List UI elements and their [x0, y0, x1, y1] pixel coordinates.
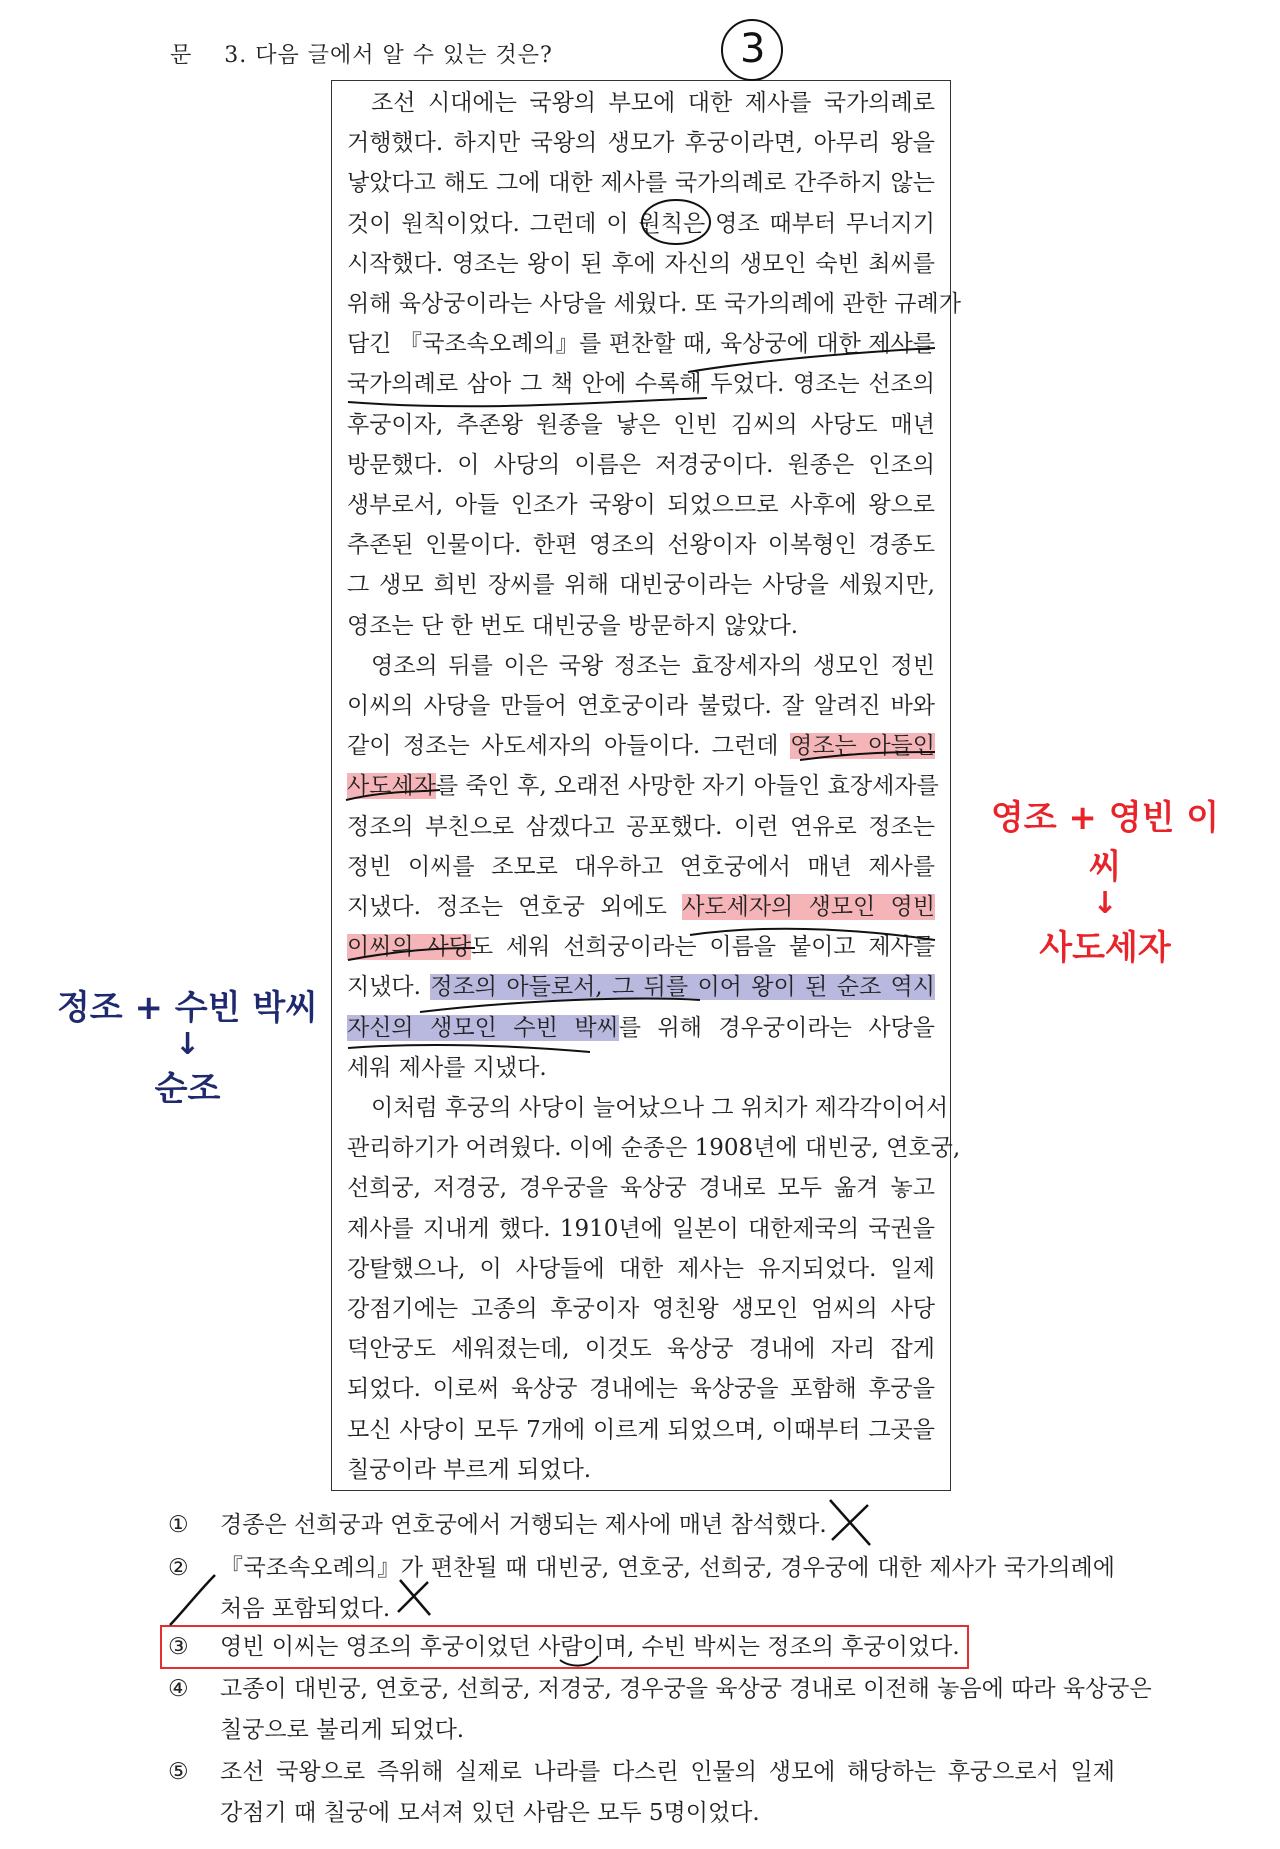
- arrow-down-icon: ↓: [1092, 886, 1118, 921]
- choice-text: 칠궁으로 불리게 되었다.: [220, 1717, 465, 1743]
- passage-line: 이씨의 사당을 만들어 연호궁이라 불렀다. 잘 알려진 바와: [347, 693, 935, 719]
- passage-line: 영조는 단 한 번도 대빈궁을 방문하지 않았다.: [347, 612, 799, 639]
- choice-number: ④: [168, 1676, 189, 1702]
- passage-line: 사도세자를 죽인 후, 오래전 사망한 자기 아들인 효장세자를: [347, 773, 939, 800]
- passage-line: 것이 원칙이었다. 그런데 이 원칙은 영조 때부터 무너지기: [347, 210, 935, 237]
- choice-number: ①: [168, 1512, 189, 1538]
- underline: [690, 929, 935, 940]
- choice-number: ⑤: [168, 1759, 189, 1785]
- underline: [348, 398, 707, 406]
- passage-line: 되었다. 이로써 육상궁 경내에는 육상궁을 포함해 후궁을: [347, 1376, 935, 1403]
- underline: [348, 948, 475, 960]
- underline: [560, 1656, 598, 1666]
- underline: [420, 999, 700, 1013]
- choice-text: 고종이 대빈궁, 연호궁, 선희궁, 저경궁, 경우궁을 육상궁 경내로 이전해 놓음에 따라 육상궁은: [220, 1676, 1152, 1702]
- passage-line: 조선 시대에는 국왕의 부모에 대한 제사를 국가의례로: [371, 90, 935, 116]
- highlight: 영조는 아들인: [790, 733, 935, 760]
- cross-mark: [398, 1580, 430, 1615]
- highlight: 사도세자의 생모인 영빈: [682, 894, 935, 920]
- passage-line: 덕안궁도 세워졌는데, 이것도 육상궁 경내에 자리 잡게: [347, 1336, 935, 1363]
- passage-line: 시작했다. 영조는 왕이 된 후에 자신의 생모인 숙빈 최씨를: [347, 250, 935, 277]
- underline: [688, 348, 935, 372]
- passage-line: 추존된 인물이다. 한편 영조의 선왕이자 이복형인 경종도: [347, 532, 935, 559]
- passage-line: 같이 정조는 사도세자의 아들이다. 그런데 영조는 아들인: [347, 733, 935, 760]
- underline: [348, 1045, 590, 1052]
- highlight: 자신의 생모인 수빈 박씨: [347, 1014, 619, 1041]
- passage-line: 자신의 생모인 수빈 박씨를 위해 경우궁이라는 사당을: [347, 1014, 935, 1041]
- handwritten-answer: 3: [740, 26, 766, 72]
- question-prefix: 문: [170, 43, 193, 68]
- passage-line: 지냈다. 정조의 아들로서, 그 뒤를 이어 왕이 된 순조 역시: [347, 974, 935, 1001]
- passage-line: 제사를 지내게 했다. 1910년에 일본이 대한제국의 국권을: [347, 1215, 935, 1242]
- passage-line: 이처럼 후궁의 사당이 늘어났으나 그 위치가 제각각이어서: [371, 1095, 949, 1121]
- choice-number: ②: [168, 1555, 189, 1581]
- annotation-right-top: 영조 + 영빈 이씨: [990, 798, 1220, 887]
- passage-line: 국가의례로 삼아 그 책 안에 수록해 두었다. 영조는 선조의: [347, 371, 935, 398]
- passage-line: 강점기에는 고종의 후궁이자 영친왕 생모인 엄씨의 사당: [347, 1296, 935, 1322]
- choice-text: 강점기 때 칠궁에 모셔져 있던 사람은 모두 5명이었다.: [220, 1800, 760, 1826]
- passage-line: 관리하기가 어려웠다. 이에 순종은 1908년에 대빈궁, 연호궁,: [347, 1135, 961, 1162]
- passage-line: 위해 육상궁이라는 사당을 세웠다. 또 국가의례에 관한 규례가: [347, 291, 961, 317]
- passage-line: 지냈다. 정조는 연호궁 외에도 사도세자의 생모인 영빈: [347, 894, 935, 920]
- answer-circle: [722, 20, 782, 80]
- choice-text: 영빈 이씨는 영조의 후궁이었던 사람이며, 수빈 박씨는 정조의 후궁이었다.: [220, 1634, 960, 1660]
- passage-line: 거행했다. 하지만 국왕의 생모가 후궁이라면, 아무리 왕을: [347, 130, 935, 157]
- passage-line: 칠궁이라 부르게 되었다.: [347, 1456, 592, 1483]
- passage-line: 선희궁, 저경궁, 경우궁을 육상궁 경내로 모두 옮겨 놓고: [347, 1175, 935, 1202]
- passage-line: 방문했다. 이 사당의 이름은 저경궁이다. 원종은 인조의: [347, 451, 935, 478]
- word-circle: [642, 200, 710, 244]
- passage-line: 강탈했으나, 이 사당들에 대한 제사는 유지되었다. 일제: [347, 1255, 935, 1282]
- passage-line: 담긴 『국조속오례의』를 편찬할 때, 육상궁에 대한 제사를: [347, 331, 935, 358]
- highlight: 정조의 아들로서, 그 뒤를 이어 왕이 된 순조 역시: [430, 974, 935, 1001]
- underline: [346, 790, 440, 800]
- passage-line: 그 생모 희빈 장씨를 위해 대빈궁이라는 사당을 세웠지만,: [347, 572, 935, 599]
- passage-line: 모신 사당이 모두 7개에 이르게 되었으며, 이때부터 그곳을: [347, 1416, 935, 1443]
- passage-line: 이씨의 사당도 세워 선희궁이라는 이름을 붙이고 제사를: [347, 934, 935, 961]
- passage-line: 정조의 부친으로 삼겠다고 공포했다. 이런 연유로 정조는: [347, 813, 935, 840]
- arrow-down-icon: ↓: [174, 1027, 201, 1062]
- passage-line: 생부로서, 아들 인조가 국왕이 되었으므로 사후에 왕으로: [347, 492, 935, 518]
- annotation-right-bottom: 사도세자: [1039, 928, 1171, 968]
- passage-line: 정빈 이씨를 조모로 대우하고 연호궁에서 매년 제사를: [347, 853, 935, 880]
- question-text: 3. 다음 글에서 알 수 있는 것은?: [224, 43, 553, 68]
- choice-text: 경종은 선희궁과 연호궁에서 거행되는 제사에 매년 참석했다.: [220, 1512, 827, 1538]
- cross-mark: [830, 1500, 870, 1545]
- passage-line: 낳았다고 해도 그에 대한 제사를 국가의례로 간주하지 않는: [347, 170, 935, 197]
- underline: [800, 752, 935, 760]
- choice-text: 『국조속오례의』가 편찬될 때 대빈궁, 연호궁, 선희궁, 경우궁에 대한 제사가 국가의례에: [220, 1555, 1115, 1581]
- passage-line: 후궁이자, 추존왕 원종을 낳은 인빈 김씨의 사당도 매년: [347, 411, 935, 438]
- choice-text: 처음 포함되었다.: [220, 1596, 391, 1622]
- annotation-left-bottom: 순조: [154, 1069, 221, 1109]
- passage-line: 영조의 뒤를 이은 국왕 정조는 효장세자의 생모인 정빈: [371, 652, 935, 679]
- choice-text: 조선 국왕으로 즉위해 실제로 나라를 다스린 인물의 생모에 해당하는 후궁으로서 일제: [220, 1759, 1115, 1785]
- choice-number: ③: [168, 1634, 189, 1660]
- annotation-left-top: 정조 + 수빈 박씨: [56, 988, 319, 1028]
- highlight: 이씨의 사당: [347, 934, 471, 961]
- passage-line: 세워 제사를 지냈다.: [347, 1054, 547, 1081]
- check-mark: [170, 1575, 215, 1625]
- highlight: 사도세자: [347, 773, 436, 800]
